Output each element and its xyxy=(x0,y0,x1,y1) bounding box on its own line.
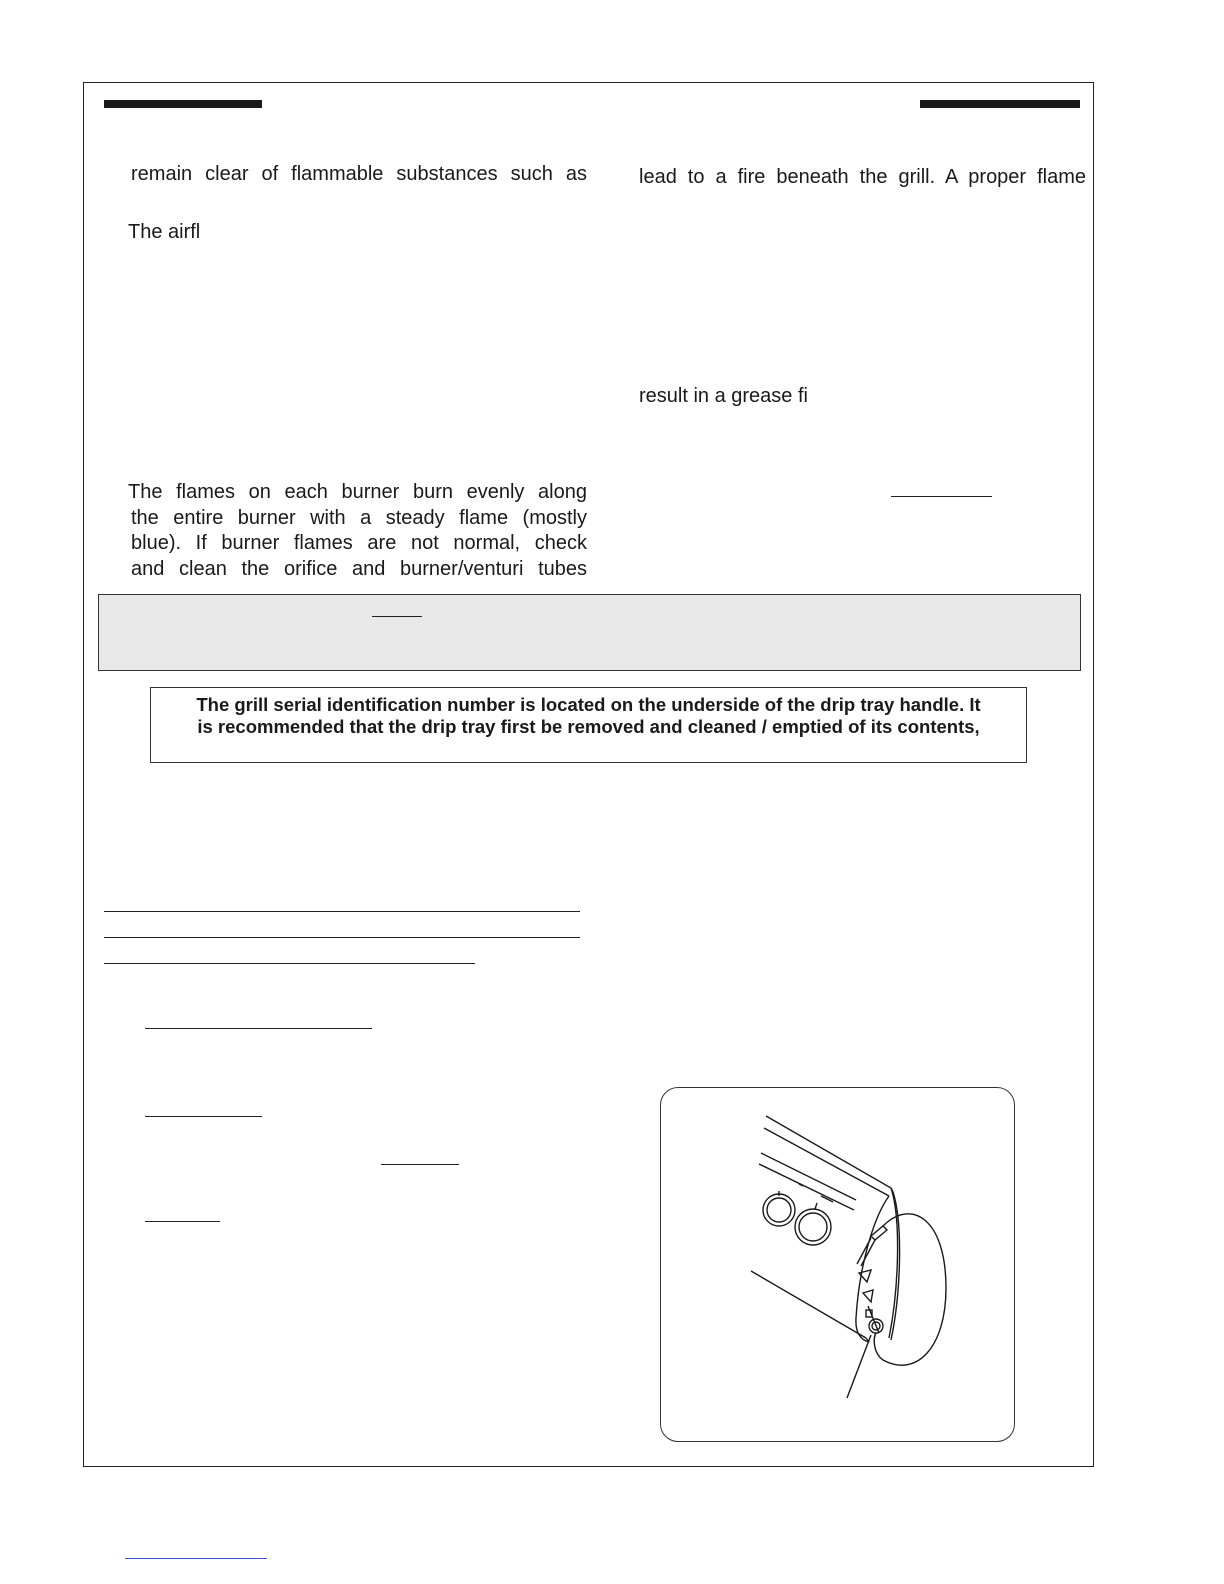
warning-box xyxy=(98,594,1081,671)
blank-line-2 xyxy=(104,937,580,938)
flame-line-1: The flames on each burner burn evenly along xyxy=(128,481,587,503)
flame-line-3: blue). If burner flames are not normal, check xyxy=(131,532,587,554)
serial-notice-line-2: is recommended that the drip tray first be removed and cleaned / emptied of its contents, xyxy=(197,716,980,737)
left-text-line-2: The airfl xyxy=(128,221,201,243)
flame-line-2: the entire burner with a steady flame (mostly xyxy=(131,506,587,529)
blank-heading-2 xyxy=(145,1116,262,1117)
header-rule-left xyxy=(104,100,262,108)
igniter-figure-box xyxy=(660,1087,1015,1442)
right-text-line-1: lead to a fire beneath the grill. A proper flame xyxy=(639,166,1086,188)
serial-notice-line-1: The grill serial identification number is located on the underside of the drip tray handle. It xyxy=(196,694,981,715)
blank-heading-3 xyxy=(145,1221,220,1222)
flame-line-4: and clean the orifice and burner/venturi tubes xyxy=(131,557,587,580)
left-text-line-1: remain clear of flammable substances such as xyxy=(131,163,587,185)
flame-paragraph xyxy=(128,480,587,582)
warning-underline-mark xyxy=(372,616,422,617)
blank-line-3 xyxy=(104,963,475,964)
right-text-line-2: result in a grease fi xyxy=(639,385,808,407)
header-rule-right xyxy=(920,100,1080,108)
footer-link-underline xyxy=(125,1558,267,1559)
blank-heading-1 xyxy=(145,1028,372,1029)
blank-inline-mark xyxy=(381,1164,459,1165)
serial-number-notice xyxy=(150,687,1027,763)
blank-line-1 xyxy=(104,911,580,912)
right-underline-mark xyxy=(891,496,992,497)
grill-control-panel-illustration xyxy=(661,1088,1016,1443)
